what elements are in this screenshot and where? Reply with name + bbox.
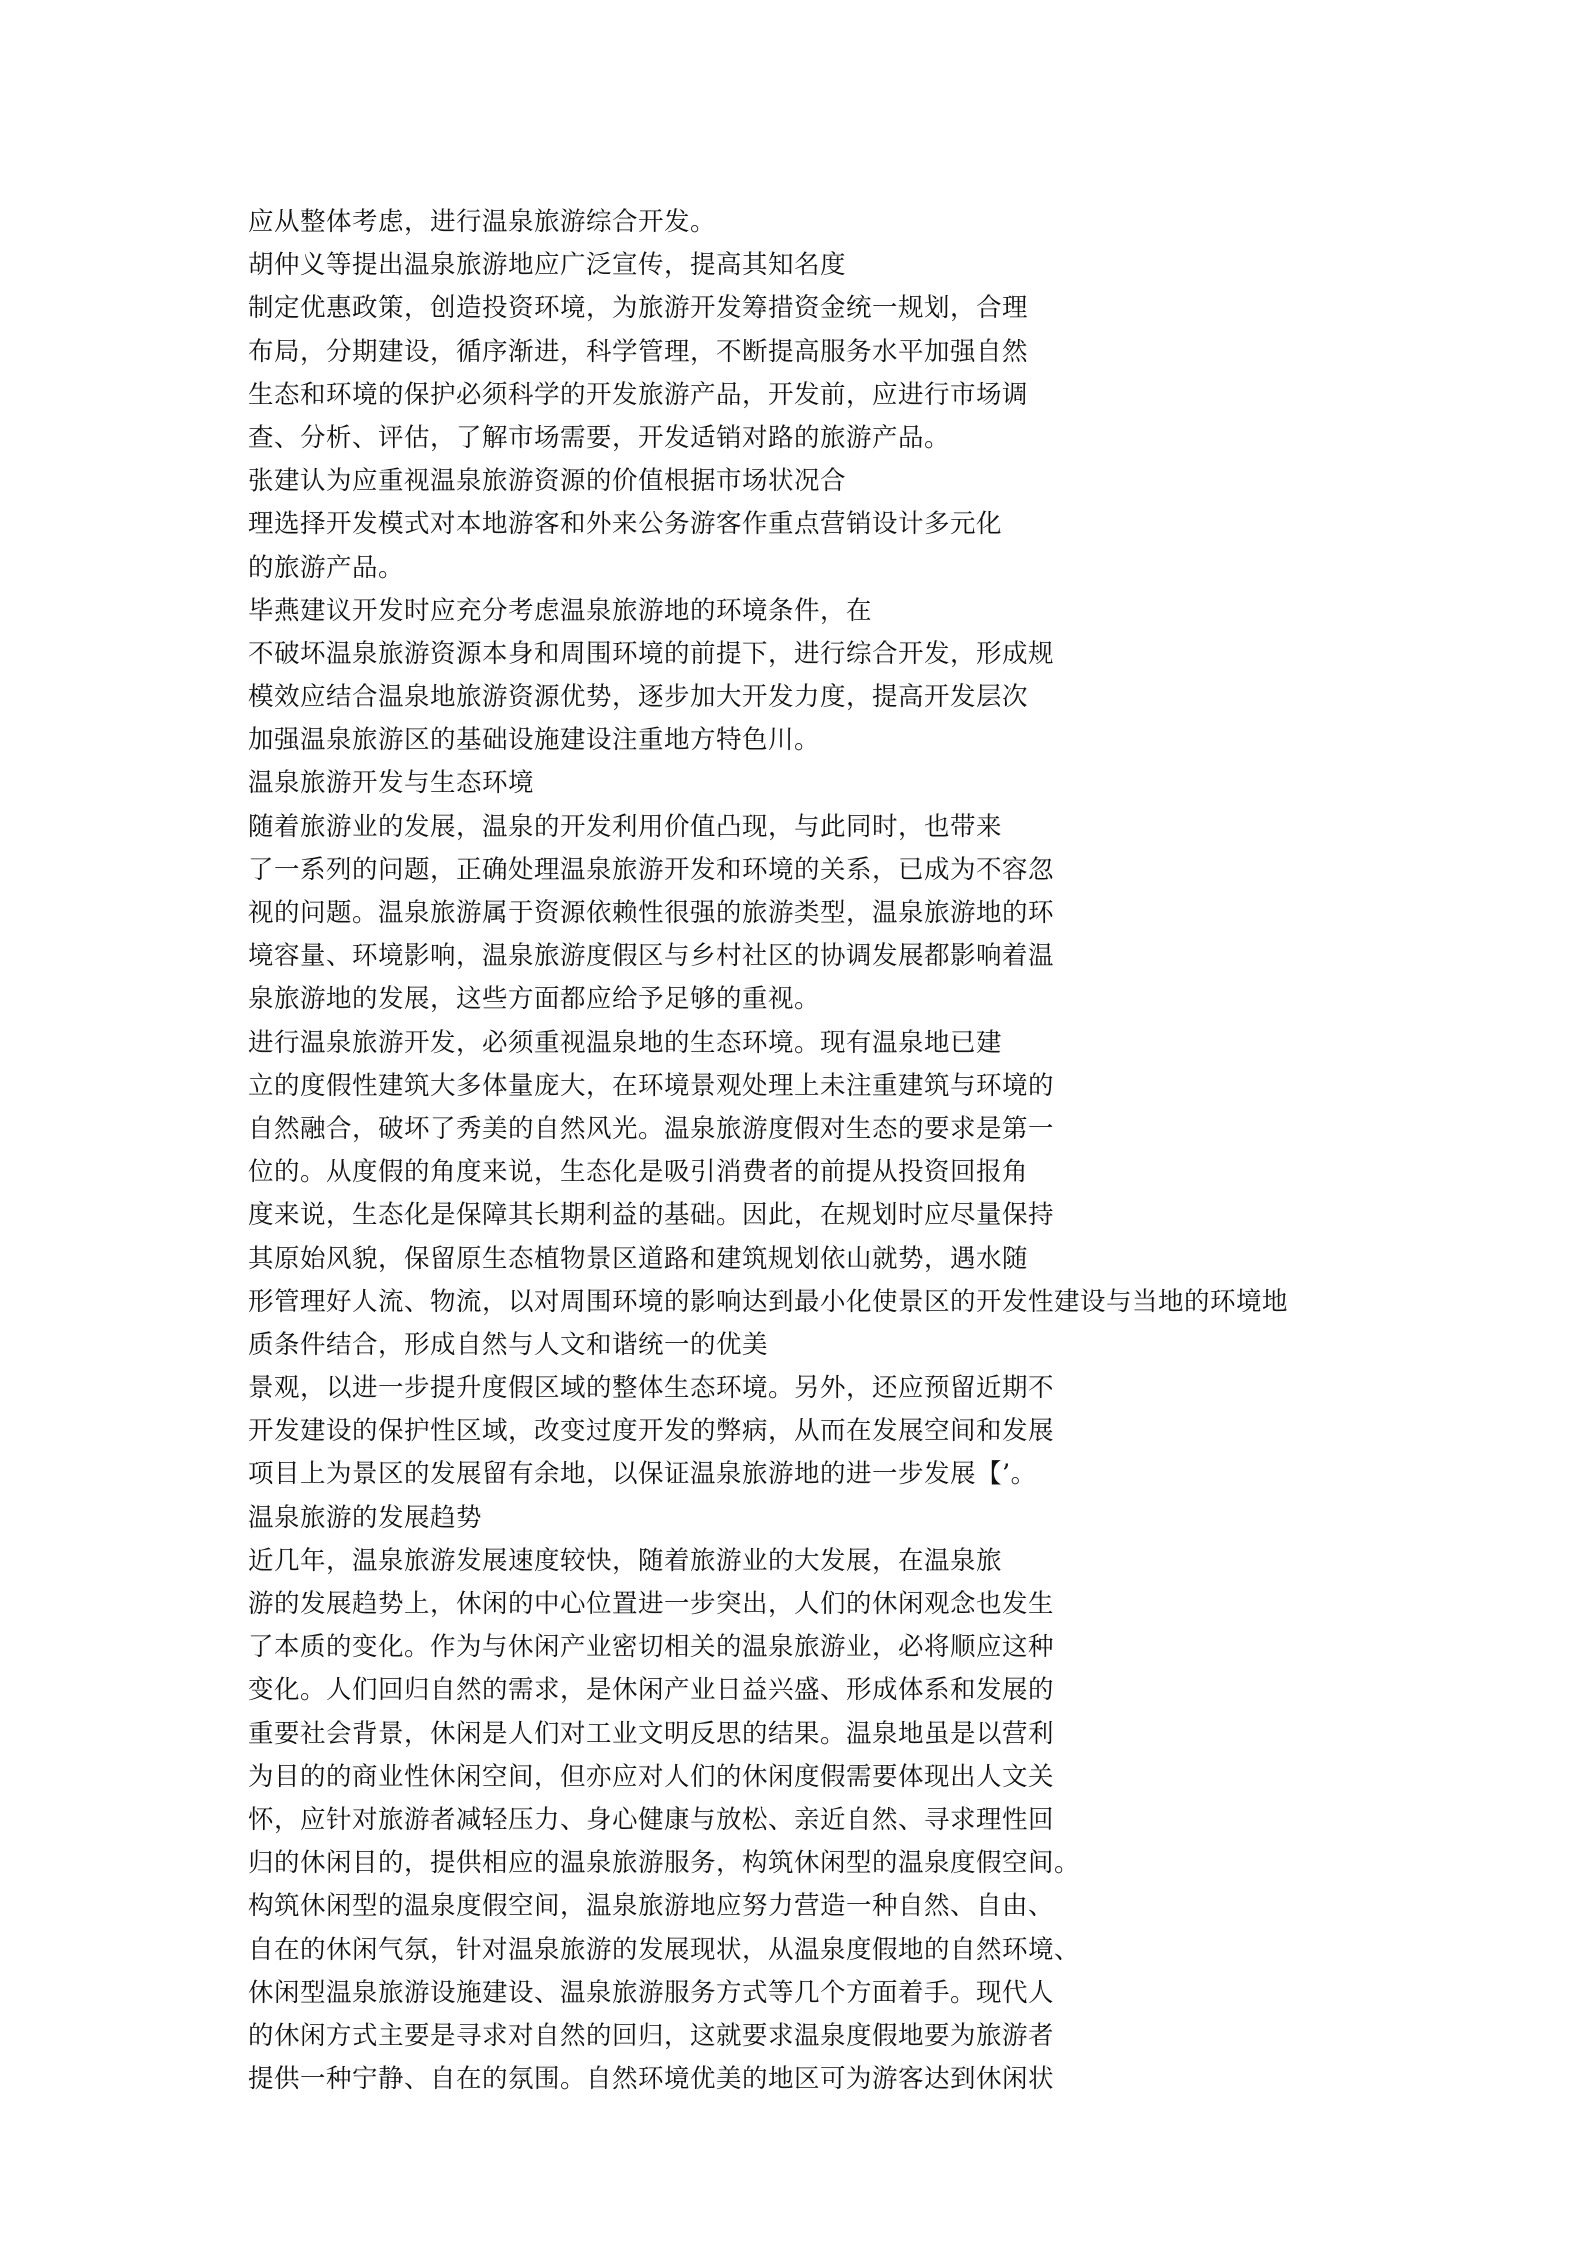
- text-line: 张建认为应重视温泉旅游资源的价值根据市场状况合: [248, 466, 847, 497]
- text-line: 加强温泉旅游区的基础设施建设注重地方特色川。: [248, 725, 821, 756]
- text-line: 景观，以进一步提升度假区域的整体生态环境。另外，还应预留近期不: [248, 1373, 1055, 1404]
- text-line: 理选择开发模式对本地游客和外来公务游客作重点营销设计多元化: [248, 509, 1003, 540]
- text-line: 的旅游产品。: [248, 552, 405, 583]
- text-line: 怀，应针对旅游者减轻压力、身心健康与放松、亲近自然、寻求理性回: [248, 1804, 1055, 1835]
- text-line: 进行温泉旅游开发，必须重视温泉地的生态环境。现有温泉地已建: [248, 1027, 1003, 1058]
- text-line: 构筑休闲型的温泉度假空间，温泉旅游地应努力营造一种自然、自由、: [248, 1891, 1055, 1922]
- text-line: 不破坏温泉旅游资源本身和周围环境的前提下，进行综合开发，形成规: [248, 638, 1055, 669]
- text-line: 其原始风貌，保留原生态植物景区道路和建筑规划依山就势，遇水随: [248, 1243, 1029, 1274]
- text-line: 视的问题。温泉旅游属于资源依赖性很强的旅游类型，温泉旅游地的环: [248, 898, 1055, 928]
- text-line: 立的度假性建筑大多体量庞大，在环境景观处理上未注重建筑与环境的: [248, 1070, 1055, 1101]
- text-line: 为目的的商业性休闲空间，但亦应对人们的休闲度假需要体现出人文关: [248, 1761, 1055, 1792]
- text-line: 形管理好人流、物流，以对周围环境的影响达到最小化使景区的开发性建设与当地的环境地: [248, 1286, 1289, 1317]
- text-line: 自然融合，破坏了秀美的自然风光。温泉旅游度假对生态的要求是第一: [248, 1113, 1055, 1144]
- text-line: 提供一种宁静、自在的氛围。自然环境优美的地区可为游客达到休闲状: [248, 2064, 1055, 2095]
- text-line: 温泉旅游的发展趋势: [248, 1502, 483, 1533]
- text-line: 制定优惠政策，创造投资环境，为旅游开发筹措资金统一规划，合理: [248, 293, 1029, 324]
- text-line: 生态和环境的保护必须科学的开发旅游产品，开发前，应进行市场调: [248, 379, 1029, 410]
- text-line: 查、分析、评估，了解市场需要，开发适销对路的旅游产品。: [248, 422, 951, 453]
- text-line: 布局，分期建设，循序渐进，科学管理，不断提高服务水平加强自然: [248, 336, 1029, 367]
- text-line: 归的休闲目的，提供相应的温泉旅游服务，构筑休闲型的温泉度假空间。: [248, 1848, 1081, 1879]
- text-line: 位的。从度假的角度来说，生态化是吸引消费者的前提从投资回报角: [248, 1157, 1029, 1188]
- text-line: 的休闲方式主要是寻求对自然的回归，这就要求温泉度假地要为旅游者: [248, 2020, 1055, 2051]
- text-line: 模效应结合温泉地旅游资源优势，逐步加大开发力度，提高开发层次: [248, 682, 1029, 713]
- text-line: 了本质的变化。作为与休闲产业密切相关的温泉旅游业，必将顺应这种: [248, 1632, 1055, 1663]
- text-line: 变化。人们回归自然的需求，是休闲产业日益兴盛、形成体系和发展的: [248, 1675, 1055, 1706]
- body-text: [248, 201, 1548, 2101]
- text-line: 应从整体考虑，进行温泉旅游综合开发。: [248, 207, 717, 237]
- text-line: 度来说，生态化是保障其长期利益的基础。因此，在规划时应尽量保持: [248, 1200, 1055, 1231]
- text-line: 温泉旅游开发与生态环境: [248, 768, 535, 799]
- text-line: 胡仲义等提出温泉旅游地应广泛宣传，提高其知名度: [248, 250, 847, 281]
- text-line: 自在的休闲气氛，针对温泉旅游的发展现状，从温泉度假地的自然环境、: [248, 1934, 1081, 1965]
- text-line: 休闲型温泉旅游设施建设、温泉旅游服务方式等几个方面着手。现代人: [248, 1977, 1055, 2008]
- text-line: 了一系列的问题，正确处理温泉旅游开发和环境的关系，已成为不容忽: [248, 854, 1055, 885]
- text-line: 游的发展趋势上，休闲的中心位置进一步突出，人们的休闲观念也发生: [248, 1589, 1055, 1619]
- text-line: 质条件结合，形成自然与人文和谐统一的优美: [248, 1329, 769, 1360]
- text-line: 泉旅游地的发展，这些方面都应给予足够的重视。: [248, 984, 821, 1015]
- text-line: 随着旅游业的发展，温泉的开发利用价值凸现，与此同时，也带来: [248, 811, 1003, 842]
- text-line: 境容量、环境影响，温泉旅游度假区与乡村社区的协调发展都影响着温: [248, 941, 1055, 972]
- text-line: 项目上为景区的发展留有余地，以保证温泉旅游地的进一步发展【’。: [248, 1459, 1037, 1490]
- text-line: 近几年，温泉旅游发展速度较快，随着旅游业的大发展，在温泉旅: [248, 1545, 1003, 1576]
- text-line: 开发建设的保护性区域，改变过度开发的弊病，从而在发展空间和发展: [248, 1416, 1055, 1447]
- text-line: 重要社会背景，休闲是人们对工业文明反思的结果。温泉地虽是以营利: [248, 1718, 1055, 1749]
- text-line: 毕燕建议开发时应充分考虑温泉旅游地的环境条件，在: [248, 595, 873, 626]
